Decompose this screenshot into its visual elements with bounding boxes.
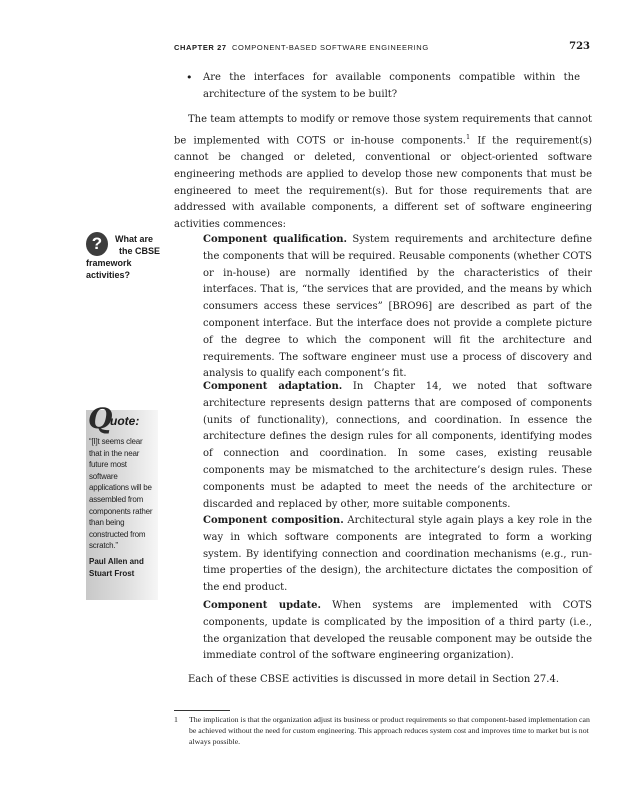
quote-heading-rest: uote: — [110, 414, 140, 428]
footnote-text: The implication is that the organization adjust its business or product requirements so that component-based implementation can be achieved without the need for custom engineering. This approach reduces system cost and improves time to market but is not always possible. — [189, 715, 590, 747]
running-header — [174, 41, 590, 55]
activity-term: Component qualification. — [203, 234, 348, 245]
footnote-number: 1 — [174, 715, 178, 724]
activity-qualification — [203, 232, 592, 383]
activity-composition — [203, 513, 592, 597]
intro-text-before: The team attempts to modify or remove those system requirements that cannot be implemented with COTS or in-house components. — [174, 114, 592, 147]
margin-question-line: framework — [86, 258, 132, 268]
margin-question-line: activities? — [86, 270, 131, 280]
quote-sidebar — [86, 402, 158, 600]
quote-author-line: Paul Allen and — [89, 557, 144, 566]
intro-paragraph — [174, 112, 592, 234]
margin-question — [86, 232, 166, 292]
page-number: 723 — [569, 41, 590, 52]
activity-text: System requirements and architecture define the components that will be required. Reusable components (whether COTS or in-house) are normally identified by the characteristics of their interfaces. That is, “the services that are provided, and the means by which consumers access these services” [BRO96] are described as part of the component interface. But the interface does not provide a complete picture of the degree to which the component will fit the architecture and requirements. The software engineer must use a process of discovery and analysis to qualify each component’s fit. — [203, 234, 592, 380]
closing-paragraph: Each of these CBSE activities is discussed in more detail in Section 27.4. — [188, 674, 559, 685]
quote-heading-initial: Q — [88, 402, 113, 435]
chapter-label: CHAPTER 27 — [174, 43, 227, 52]
chapter-title: COMPONENT-BASED SOFTWARE ENGINEERING — [232, 43, 429, 52]
intro-text-after: If the requirement(s) cannot be changed or deleted, conventional or object-oriented software engineering methods are applied to develop those new components that must be engineered to meet the requirement(s). But for those requirements that are addressed with available components, a different set of software engineering activities commences: — [174, 135, 592, 231]
bullet-text: Are the interfaces for available components compatible within the architecture of the system to be built? — [203, 72, 580, 100]
activity-term: Component adaptation. — [203, 381, 343, 392]
quote-author — [89, 556, 157, 579]
question-mark-icon: ? — [86, 232, 108, 256]
quote-author-line: Stuart Frost — [89, 568, 135, 578]
activity-text: Architectural style again plays a key role in the way in which software components are integrated to form a working system. By identifying connection and coordination mechanisms (e.g., run-time properties of the design), the architecture dictates the composition of the end product. — [203, 515, 592, 594]
activity-update — [203, 598, 592, 665]
footnote-reference: 1 — [465, 132, 471, 141]
margin-question-line: the CBSE — [119, 246, 161, 256]
footnote — [174, 714, 592, 748]
activity-text: When systems are implemented with COTS components, update is complicated by the imposition of a third party (i.e., the organization that developed the reusable component may be outside the immediate control of the software engineering organization). — [203, 600, 592, 662]
margin-question-line: What are — [115, 234, 154, 244]
quote-text: “[I]t seems clear that in the near future most software applications will be assembled from components rather than being constructed from scratch.” — [89, 437, 153, 551]
bullet-icon: • — [186, 71, 193, 84]
quote-heading — [86, 402, 158, 435]
activity-term: Component update. — [203, 600, 322, 611]
footnote-divider — [174, 710, 230, 711]
activity-adaptation — [203, 379, 592, 513]
activity-term: Component composition. — [203, 515, 344, 526]
activity-text: In Chapter 14, we noted that software architecture represents design patterns that are composed of components (units of functionality), connections, and coordination. In essence the architecture defines the design rules for all components, identifying modes of connection and coordination. In some cases, existing reusable components may be mismatched to the architecture’s design rules. These components must be adapted to meet the needs of the architecture or discarded and replaced by other, more suitable components. — [203, 381, 592, 510]
